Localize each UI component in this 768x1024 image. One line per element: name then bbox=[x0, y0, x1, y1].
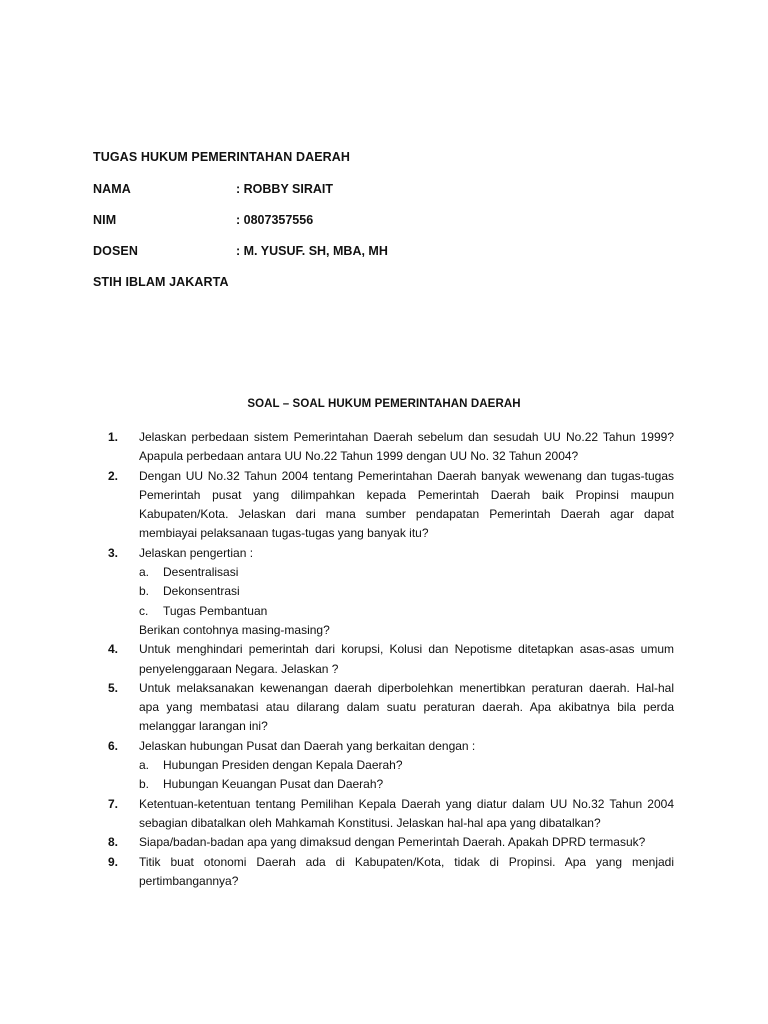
question-number: 1. bbox=[108, 430, 119, 444]
question-number: 6. bbox=[108, 738, 119, 753]
question-item-9 bbox=[108, 853, 674, 892]
question-text: Ketentuan-ketentuan tentang Pemilihan Kepala Daerah yang diatur dalam UU No.32 Tahun 2004 sebagian dibatalkan oleh Mahkamah Konstitusi. Jelaskan hal-hal apa yang dibatalkan? bbox=[139, 796, 674, 830]
questions-title: SOAL – SOAL HUKUM PEMERINTAHAN DAERAH bbox=[247, 398, 521, 410]
question-text: Jelaskan hubungan Pusat dan Daerah yang berkaitan dengan : bbox=[139, 738, 476, 753]
question-followup: Berikan contohnya masing-masing? bbox=[139, 622, 330, 637]
question-text: Titik buat otonomi Daerah ada di Kabupaten/Kota, tidak di Propinsi. Apa yang menjadi pertimbangannya? bbox=[139, 854, 674, 888]
sub-item bbox=[139, 602, 674, 621]
sub-item bbox=[139, 775, 674, 794]
sub-item-text: Hubungan Keuangan Pusat dan Daerah? bbox=[163, 777, 384, 792]
sub-item-text: Tugas Pembantuan bbox=[163, 603, 268, 618]
field-value-nim: : 0807357556 bbox=[236, 213, 314, 227]
question-item-1 bbox=[108, 428, 674, 467]
sub-item bbox=[139, 582, 674, 601]
question-text: Untuk melaksanakan kewenangan daerah diperbolehkan menertibkan peraturan daerah. Hal-hal apa yang membatasi atau dilarang dalam suatu peraturan daerah. Apa akibatnya bila perda melanggar larangan ini? bbox=[139, 680, 674, 734]
field-value-nama: : ROBBY SIRAIT bbox=[236, 182, 333, 196]
sub-item-letter: b. bbox=[139, 584, 150, 599]
sub-item-letter: c. bbox=[139, 603, 149, 618]
field-label-nama: NAMA bbox=[93, 182, 131, 196]
assignment-title: TUGAS HUKUM PEMERINTAHAN DAERAH bbox=[93, 150, 351, 164]
institution-name: STIH IBLAM JAKARTA bbox=[93, 275, 229, 289]
question-text: Untuk menghindari pemerintah dari korupsi, Kolusi dan Nepotisme ditetapkan asas-asas umum penyelenggaraan Negara. Jelaskan ? bbox=[139, 642, 674, 676]
sub-item bbox=[139, 756, 674, 775]
question-text: Jelaskan pengertian : bbox=[139, 545, 254, 560]
question-item-6 bbox=[108, 737, 674, 795]
field-value-dosen: : M. YUSUF. SH, MBA, MH bbox=[236, 244, 388, 258]
question-item-2 bbox=[108, 467, 674, 544]
sub-item-letter: b. bbox=[139, 777, 150, 792]
question-item-5 bbox=[108, 679, 674, 737]
question-text: Dengan UU No.32 Tahun 2004 tentang Pemerintahan Daerah banyak wewenang dan tugas-tugas Pemerintah pusat yang dilimpahkan kepada Pemerintah Daerah baik Propinsi maupun Kabupaten/Kota. Jelaskan dari mana sumber pendapatan Pemerintah Daerah agar dapat membiayai pelaksanaan tugas-tugas yang banyak itu? bbox=[139, 468, 674, 541]
sub-item-letter: a. bbox=[139, 565, 150, 580]
question-number: 3. bbox=[108, 545, 119, 560]
question-number: 9. bbox=[108, 854, 119, 869]
sub-item-text: Hubungan Presiden dengan Kepala Daerah? bbox=[163, 758, 403, 773]
sub-item-text: Dekonsentrasi bbox=[163, 584, 240, 599]
sub-item-letter: a. bbox=[139, 758, 150, 773]
question-number: 7. bbox=[108, 796, 119, 811]
question-text: Jelaskan perbedaan sistem Pemerintahan Daerah sebelum dan sesudah UU No.22 Tahun 1999? Apapula perbedaan antara UU No.22 Tahun 1999 dengan UU No. 32 Tahun 2004? bbox=[139, 430, 674, 464]
sub-item bbox=[139, 563, 674, 582]
question-number: 4. bbox=[108, 642, 119, 657]
question-number: 2. bbox=[108, 468, 119, 483]
question-list bbox=[108, 428, 674, 891]
question-number: 5. bbox=[108, 680, 119, 695]
field-label-dosen: DOSEN bbox=[93, 244, 138, 258]
field-label-nim: NIM bbox=[93, 213, 117, 227]
question-item-3 bbox=[108, 544, 674, 640]
question-item-4 bbox=[108, 640, 674, 679]
sub-item-text: Desentralisasi bbox=[163, 565, 239, 580]
question-item-7 bbox=[108, 795, 674, 834]
question-item-8 bbox=[108, 833, 674, 852]
question-number: 8. bbox=[108, 835, 119, 850]
question-text: Siapa/badan-badan apa yang dimaksud dengan Pemerintah Daerah. Apakah DPRD termasuk? bbox=[139, 835, 646, 850]
